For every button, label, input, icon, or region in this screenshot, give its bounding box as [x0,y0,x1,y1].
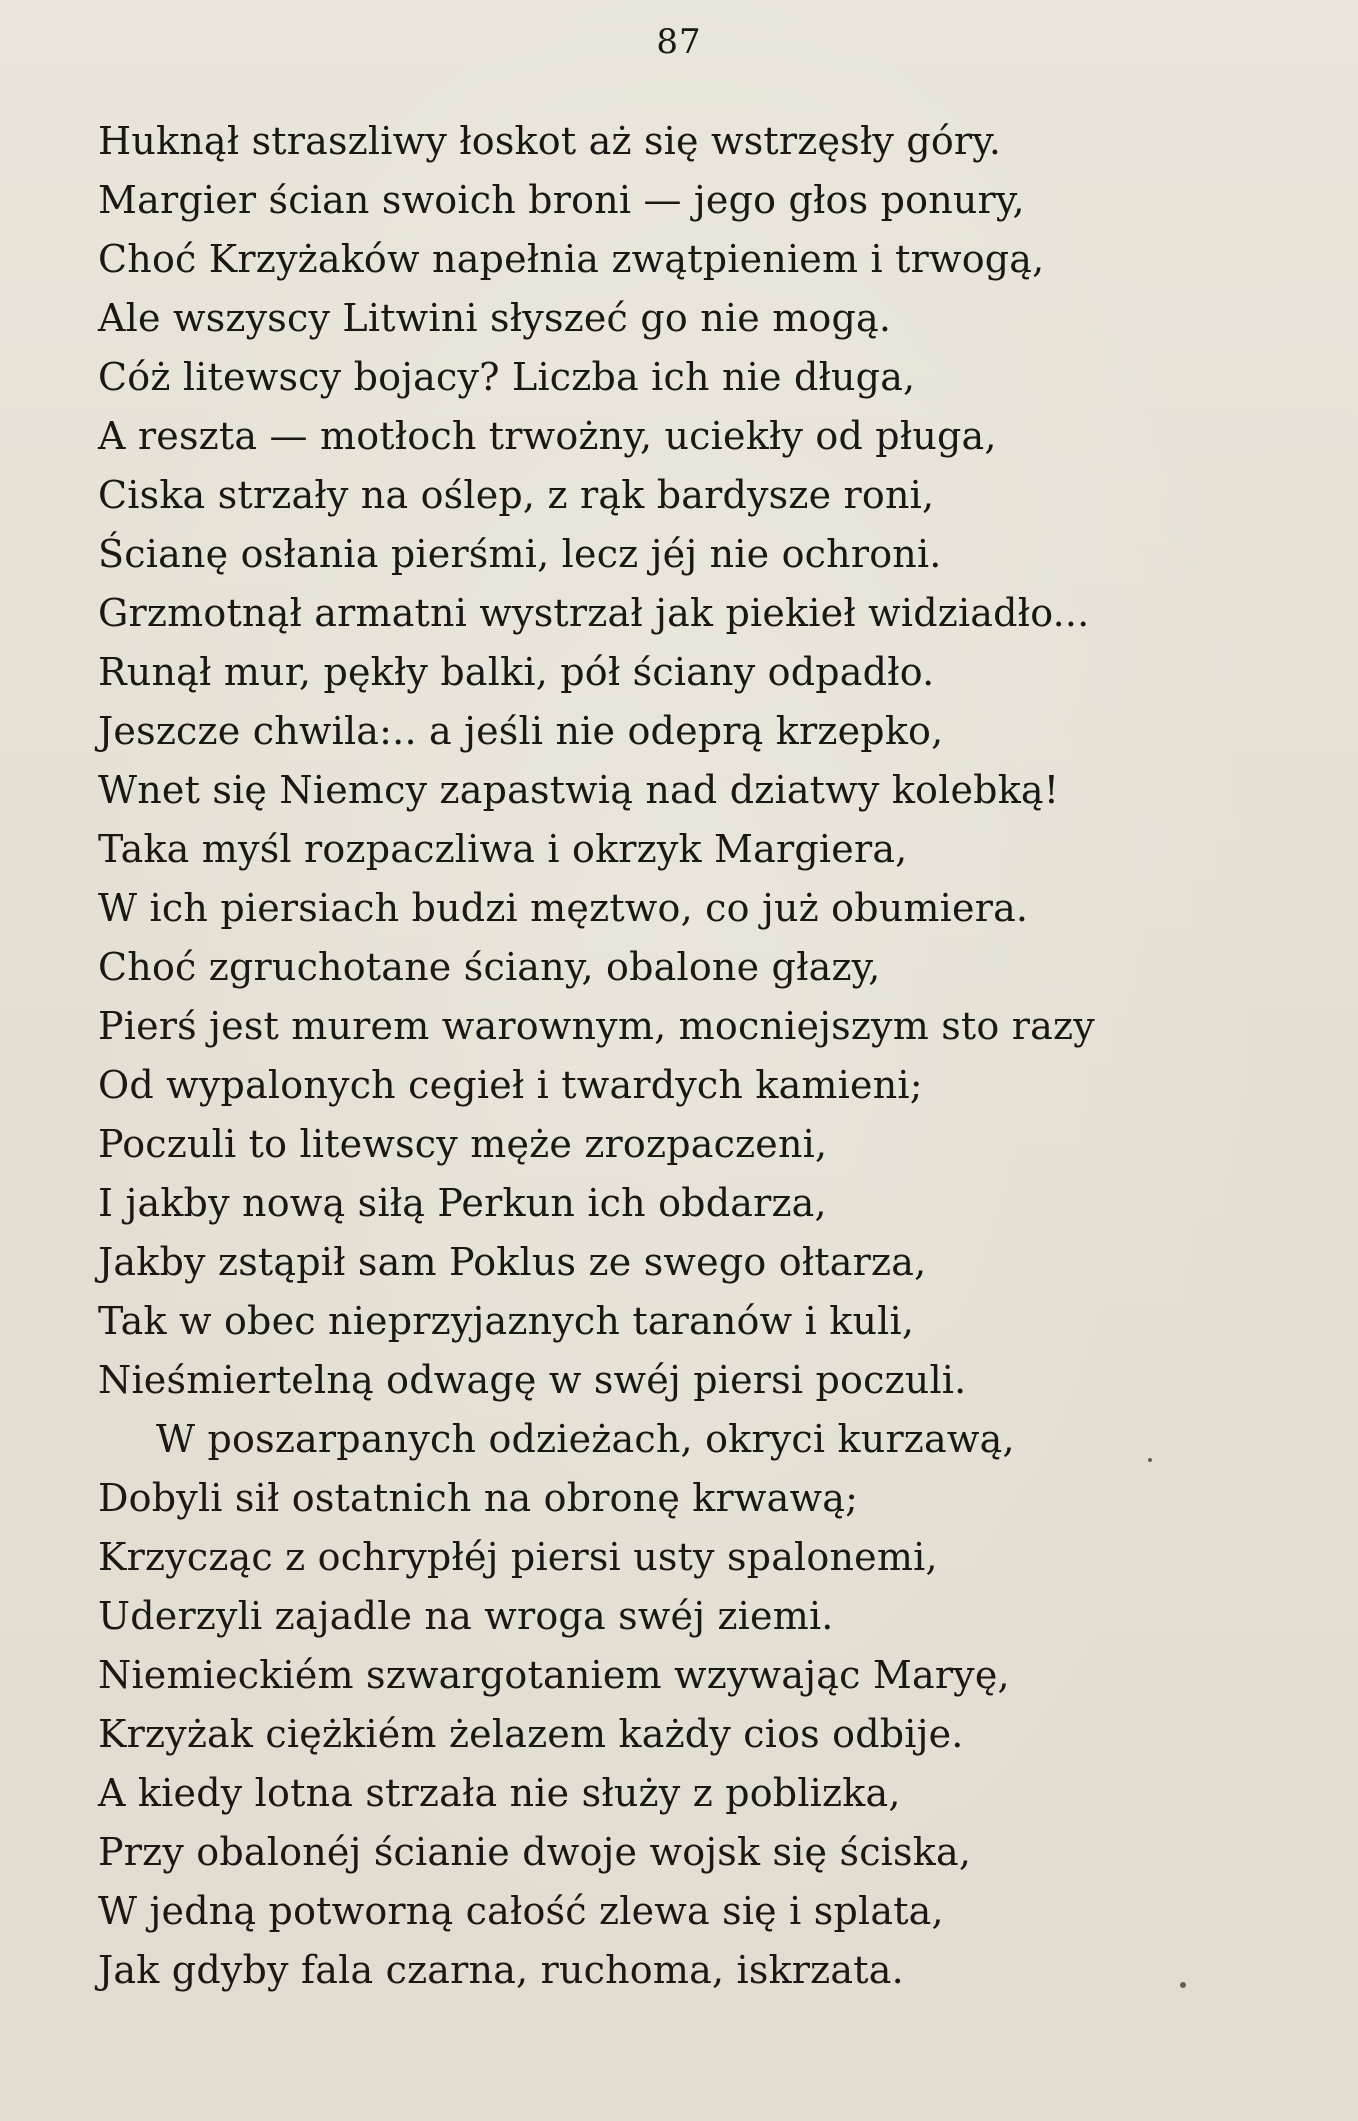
poem-line: Choć Krzyżaków napełnia zwątpieniem i trwogą, [98,237,1045,281]
poem-line: Pierś jest murem warownym, mocniejszym sto razy [98,1004,1095,1048]
poem-line: Ale wszyscy Litwini słyszeć go nie mogą. [98,296,892,340]
poem-line: Uderzyli zajadle na wroga swéj ziemi. [98,1594,834,1638]
poem-line: Poczuli to litewscy męże zrozpaczeni, [98,1122,828,1166]
poem-line: Tak w obec nieprzyjaznych taranów i kuli, [98,1299,915,1343]
poem-line: Przy obalonéj ścianie dwoje wojsk się ściska, [98,1830,972,1874]
poem-line: Cóż litewscy bojacy? Liczba ich nie długa, [98,355,916,399]
poem-line: Od wypalonych cegieł i twardych kamieni; [98,1063,923,1107]
poem-line: Ciska strzały na oślep, z rąk bardysze roni, [98,473,935,517]
page-number: 87 [656,22,702,62]
poem-line: I jakby nową siłą Perkun ich obdarza, [98,1181,827,1225]
poem-line: A reszta — motłoch trwożny, uciekły od pługa, [98,414,997,458]
poem-line: Taka myśl rozpaczliwa i okrzyk Margiera, [98,827,908,871]
poem-line: A kiedy lotna strzała nie służy z poblizka, [98,1771,901,1815]
poem-line: Huknął straszliwy łoskot aż się wstrzęsły góry. [98,119,1002,163]
poem-line: Jak gdyby fala czarna, ruchoma, iskrzata. [98,1948,904,1992]
poem-line: Grzmotnął armatni wystrzał jak piekieł widziadło... [98,591,1090,635]
poem-line: W ich piersiach budzi męztwo, co już obumiera. [98,886,1029,930]
poem-line: Dobyli sił ostatnich na obronę krwawą; [98,1476,859,1520]
poem-line: Jeszcze chwila:.. a jeśli nie odeprą krzepko, [98,709,944,753]
poem-text [98,112,1338,2000]
print-speck [1180,1982,1186,1988]
poem-line: Niemieckiém szwargotaniem wzywając Maryę, [98,1653,1010,1697]
poem-line: Krzycząc z ochrypłéj piersi usty spalonemi, [98,1535,938,1579]
poem-line: Ścianę osłania pierśmi, lecz jéj nie ochroni. [98,532,942,576]
print-speck [1148,1458,1152,1462]
poem-line: Krzyżak ciężkiém żelazem każdy cios odbije. [98,1712,964,1756]
poem-line: W jedną potworną całość zlewa się i splata, [98,1889,944,1933]
poem-line: Margier ścian swoich broni — jego głos ponury, [98,178,1025,222]
poem-line: Nieśmiertelną odwagę w swéj piersi poczuli. [98,1358,967,1402]
poem-line: W poszarpanych odzieżach, okryci kurzawą, [156,1417,1015,1461]
poem-line: Jakby zstąpił sam Poklus ze swego ołtarza, [98,1240,927,1284]
poem-line: Wnet się Niemcy zapastwią nad dziatwy kolebką! [98,768,1060,812]
poem-line: Choć zgruchotane ściany, obalone głazy, [98,945,881,989]
poem-line: Runął mur, pękły balki, pół ściany odpadło. [98,650,935,694]
